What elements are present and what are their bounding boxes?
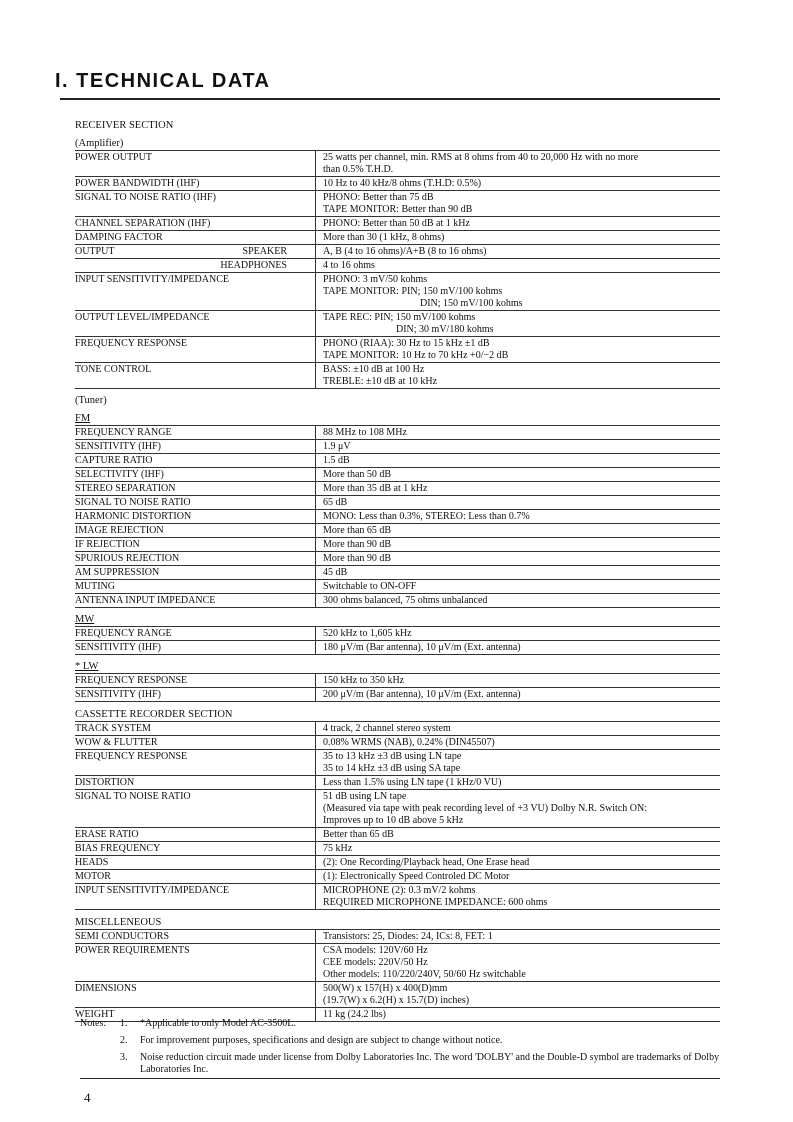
spec-row [75, 272, 720, 310]
spec-label: IMAGE REJECTION [75, 525, 164, 536]
spec-label: POWER BANDWIDTH (IHF) [75, 178, 200, 189]
spec-label: DAMPING FACTOR [75, 232, 163, 243]
spec-label: SIGNAL TO NOISE RATIO [75, 791, 191, 802]
spec-row [75, 883, 720, 909]
note-number: 3. [120, 1052, 128, 1063]
spec-label: STEREO SEPARATION [75, 483, 176, 494]
spec-label: HEADS [75, 857, 109, 868]
spec-value: 520 kHz to 1,605 kHz [315, 627, 720, 640]
spec-label: FREQUENCY RESPONSE [75, 675, 188, 686]
spec-value: 4 to 16 ohms [315, 259, 720, 272]
spec-row [75, 190, 720, 216]
spec-label: MUTING [75, 581, 115, 592]
spec-label: ERASE RATIO [75, 829, 139, 840]
spec-value: CSA models: 120V/60 Hz CEE models: 220V/50 Hz Other models: 110/220/240V, 50/60 Hz switchable [315, 944, 720, 981]
spec-value: A, B (4 to 16 ohms)/A+B (8 to 16 ohms) [315, 245, 720, 258]
spec-label: FREQUENCY RANGE [75, 628, 172, 639]
spec-row [75, 537, 720, 551]
spec-value: 88 MHz to 108 MHz [315, 426, 720, 439]
spec-row [75, 150, 720, 176]
spec-label: FREQUENCY RANGE [75, 427, 172, 438]
spec-value: More than 90 dB [315, 538, 720, 551]
spec-value: MONO: Less than 0.3%, STEREO: Less than 0.7% [315, 510, 720, 523]
spec-label: CAPTURE RATIO [75, 455, 153, 466]
spec-value: Switchable to ON-OFF [315, 580, 720, 593]
spec-row [75, 579, 720, 593]
spec-row [75, 453, 720, 467]
spec-row [75, 673, 720, 687]
spec-value: More than 65 dB [315, 524, 720, 537]
spec-row [75, 310, 720, 336]
spec-value: PHONO: 3 mV/50 kohms TAPE MONITOR: PIN; 150 mV/100 kohms DIN; 150 mV/100 kohms [315, 273, 720, 310]
spec-value: 10 Hz to 40 kHz/8 ohms (T.H.D: 0.5%) [315, 177, 720, 190]
note-text: *Applicable to only Model AC-3500L. [140, 1018, 296, 1029]
spec-value: 200 μV/m (Bar antenna), 10 μV/m (Ext. antenna) [315, 688, 720, 701]
spec-value: 65 dB [315, 496, 720, 509]
spec-value: 1.5 dB [315, 454, 720, 467]
section-heading: MISCELLENEOUS [75, 917, 162, 928]
spec-label: SELECTIVITY (IHF) [75, 469, 164, 480]
spec-label: SENSITIVITY (IHF) [75, 441, 162, 452]
bottom-rule [80, 1078, 720, 1079]
section-heading: RECEIVER SECTION [75, 120, 174, 131]
spec-value: More than 50 dB [315, 468, 720, 481]
spec-value: 150 kHz to 350 kHz [315, 674, 720, 687]
spec-row [75, 258, 720, 272]
spec-value: TAPE REC: PIN; 150 mV/100 kohms DIN; 30 mV/180 kohms [315, 311, 720, 336]
spec-row [75, 481, 720, 495]
note-text: Noise reduction circuit made under license from Dolby Laboratories Inc. The word 'DOLBY' and the Double-D symbol are trademarks of Dolby Laboratories Inc. [140, 1052, 720, 1075]
spec-label: POWER OUTPUT [75, 152, 152, 163]
spec-row [75, 640, 720, 654]
spec-label: IF REJECTION [75, 539, 140, 550]
spec-value: PHONO: Better than 50 dB at 1 kHz [315, 217, 720, 230]
spec-label: SPURIOUS REJECTION [75, 553, 180, 564]
note-number: 2. [120, 1035, 128, 1046]
spec-label-split: HEADPHONES [220, 260, 287, 271]
spec-value: 35 to 13 kHz ±3 dB using LN tape 35 to 14 kHz ±3 dB using SA tape [315, 750, 720, 775]
table-rule [75, 607, 720, 608]
note-item [80, 1052, 720, 1076]
spec-label: WEIGHT [75, 1009, 115, 1020]
subsection-heading: MW [75, 614, 95, 625]
spec-value: More than 30 (1 kHz, 8 ohms) [315, 231, 720, 244]
notes-heading [80, 1052, 120, 1076]
spec-row [75, 775, 720, 789]
spec-label: SENSITIVITY (IHF) [75, 642, 162, 653]
page-number: 4 [84, 1090, 91, 1105]
spec-value: 25 watts per channel, min. RMS at 8 ohms from 40 to 20,000 Hz with no more than 0.5% T.H.D. [315, 151, 720, 176]
spec-value: 0.08% WRMS (NAB), 0.24% (DIN45507) [315, 736, 720, 749]
subsection-heading: FM [75, 413, 91, 424]
spec-value: 45 dB [315, 566, 720, 579]
spec-label: SIGNAL TO NOISE RATIO [75, 497, 191, 508]
spec-label: WOW & FLUTTER [75, 737, 158, 748]
spec-value: (2): One Recording/Playback head, One Erase head [315, 856, 720, 869]
spec-row [75, 439, 720, 453]
subsection-heading: (Amplifier) [75, 138, 124, 149]
note-item [80, 1018, 720, 1030]
spec-row [75, 929, 720, 943]
table-rule [75, 654, 720, 655]
spec-label [75, 245, 315, 258]
spec-label: TRACK SYSTEM [75, 723, 151, 734]
subsection-heading: (Tuner) [75, 395, 107, 406]
title-rule [60, 98, 720, 100]
spec-row [75, 551, 720, 565]
spec-value: 180 μV/m (Bar antenna), 10 μV/m (Ext. antenna) [315, 641, 720, 654]
spec-value: (1): Electronically Speed Controled DC Motor [315, 870, 720, 883]
spec-value: 51 dB using LN tape (Measured via tape with peak recording level of +3 VU) Dolby N.R. Switch ON: Improves up to 10 dB above 5 kHz [315, 790, 720, 827]
spec-row [75, 869, 720, 883]
spec-row [75, 626, 720, 640]
table-rule [75, 701, 720, 702]
table-rule [75, 388, 720, 389]
spec-label: AM SUPPRESSION [75, 567, 160, 578]
spec-value: PHONO (RIAA): 30 Hz to 15 kHz ±1 dB TAPE MONITOR: 10 Hz to 70 kHz +0/−2 dB [315, 337, 720, 362]
spec-label [75, 259, 315, 272]
spec-label: DISTORTION [75, 777, 135, 788]
spec-row [75, 981, 720, 1007]
spec-value: 300 ohms balanced, 75 ohms unbalanced [315, 594, 720, 607]
spec-value: More than 90 dB [315, 552, 720, 565]
spec-row [75, 721, 720, 735]
spec-row [75, 735, 720, 749]
spec-row [75, 467, 720, 481]
spec-row [75, 244, 720, 258]
section-heading: CASSETTE RECORDER SECTION [75, 709, 233, 720]
spec-value: Less than 1.5% using LN tape (1 kHz/0 VU) [315, 776, 720, 789]
spec-value: Transistors: 25, Diodes: 24, ICs: 8, FET: 1 [315, 930, 720, 943]
spec-label: CHANNEL SEPARATION (IHF) [75, 218, 211, 229]
spec-row [75, 943, 720, 981]
spec-row [75, 789, 720, 827]
spec-label: SEMI CONDUCTORS [75, 931, 169, 942]
spec-row [75, 362, 720, 388]
notes-heading: Notes: [80, 1018, 107, 1029]
spec-row [75, 855, 720, 869]
spec-label: HARMONIC DISTORTION [75, 511, 192, 522]
spec-label: INPUT SENSITIVITY/IMPEDANCE [75, 274, 229, 285]
spec-row [75, 749, 720, 775]
spec-row [75, 495, 720, 509]
spec-table [75, 120, 720, 1022]
notes [80, 1018, 720, 1081]
spec-value: BASS: ±10 dB at 100 Hz TREBLE: ±10 dB at 10 kHz [315, 363, 720, 388]
page-title: I. TECHNICAL DATA [55, 70, 271, 92]
spec-label: OUTPUT LEVEL/IMPEDANCE [75, 312, 210, 323]
notes-heading [80, 1035, 120, 1047]
spec-row [75, 565, 720, 579]
spec-row [75, 687, 720, 701]
spec-value: 11 kg (24.2 lbs) [315, 1008, 720, 1021]
spec-label: FREQUENCY RESPONSE [75, 338, 188, 349]
spec-label-split: OUTPUT SPEAKER [75, 246, 287, 257]
table-rule [75, 909, 720, 910]
spec-label: TONE CONTROL [75, 364, 152, 375]
spec-row [75, 841, 720, 855]
spec-value: More than 35 dB at 1 kHz [315, 482, 720, 495]
spec-row [75, 827, 720, 841]
subsection-heading: * LW [75, 661, 99, 672]
spec-row [75, 523, 720, 537]
spec-label: FREQUENCY RESPONSE [75, 751, 188, 762]
spec-label: BIAS FREQUENCY [75, 843, 161, 854]
spec-label: POWER REQUIREMENTS [75, 945, 190, 956]
spec-row [75, 425, 720, 439]
spec-label: SIGNAL TO NOISE RATIO (IHF) [75, 192, 216, 203]
spec-label: MOTOR [75, 871, 111, 882]
spec-value: 4 track, 2 channel stereo system [315, 722, 720, 735]
note-item [80, 1035, 720, 1047]
spec-label: SENSITIVITY (IHF) [75, 689, 162, 700]
note-number: 1. [120, 1018, 128, 1029]
spec-value: Better than 65 dB [315, 828, 720, 841]
spec-value: 75 kHz [315, 842, 720, 855]
spec-row [75, 593, 720, 607]
spec-value: 500(W) x 157(H) x 400(D)mm (19.7(W) x 6.2(H) x 15.7(D) inches) [315, 982, 720, 1007]
spec-value: 1.9 μV [315, 440, 720, 453]
spec-value: PHONO: Better than 75 dB TAPE MONITOR: Better than 90 dB [315, 191, 720, 216]
spec-row [75, 216, 720, 230]
spec-row [75, 509, 720, 523]
spec-label: DIMENSIONS [75, 983, 137, 994]
spec-row [75, 176, 720, 190]
note-text: For improvement purposes, specifications and design are subject to change without notice. [140, 1035, 503, 1046]
spec-value: MICROPHONE (2): 0.3 mV/2 kohms REQUIRED MICROPHONE IMPEDANCE: 600 ohms [315, 884, 720, 909]
spec-row [75, 336, 720, 362]
spec-label: ANTENNA INPUT IMPEDANCE [75, 595, 216, 606]
spec-row [75, 230, 720, 244]
spec-label: INPUT SENSITIVITY/IMPEDANCE [75, 885, 229, 896]
